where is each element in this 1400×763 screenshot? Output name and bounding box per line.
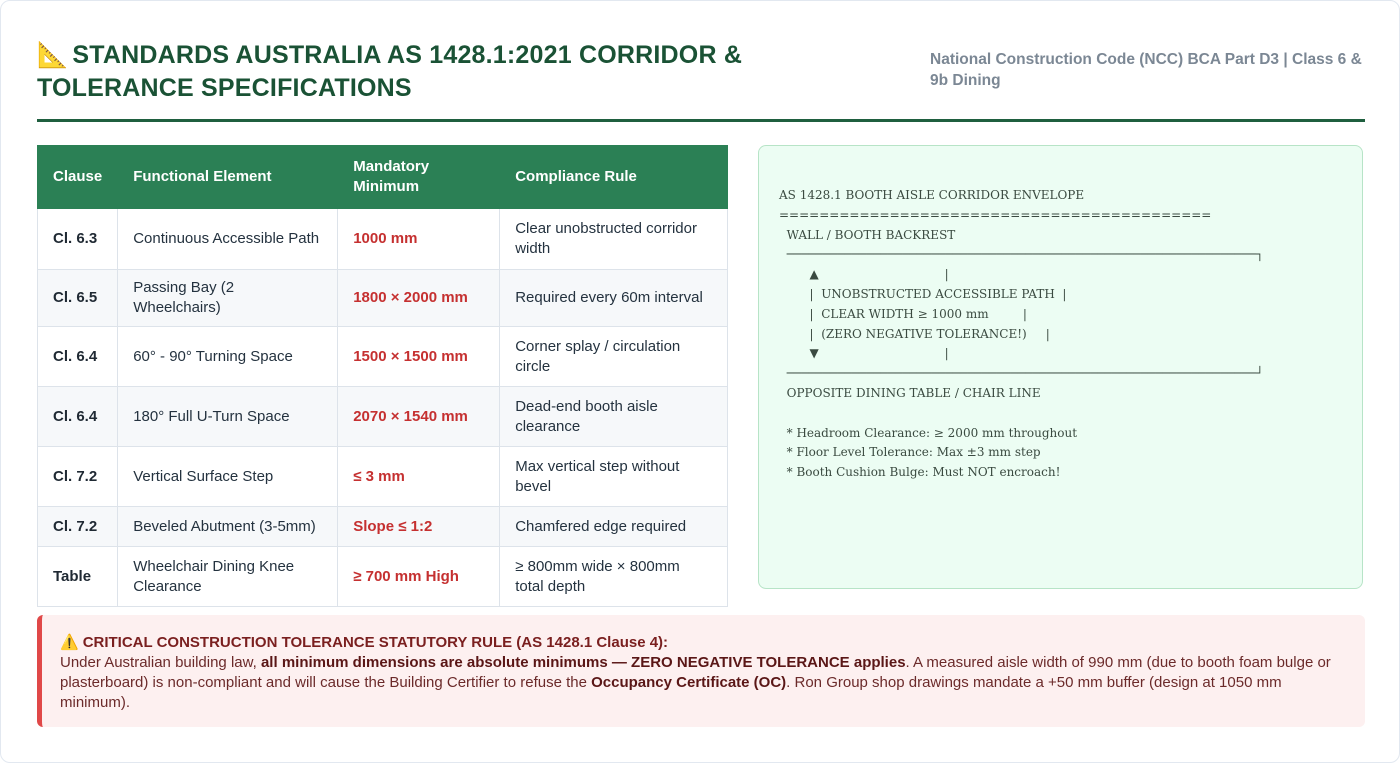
table-row xyxy=(38,447,728,507)
column-header-clause: Clause xyxy=(38,146,118,209)
rule-cell: Chamfered edge required xyxy=(500,507,728,547)
table-row xyxy=(38,327,728,387)
warning-icon: ⚠️ xyxy=(60,634,79,651)
specifications-table xyxy=(37,145,728,607)
alert-title-text: CRITICAL CONSTRUCTION TOLERANCE STATUTORY RULE (AS 1428.1 Clause 4): xyxy=(82,634,669,651)
rule-cell: Dead-end booth aisle clearance xyxy=(500,387,728,447)
minimum-cell: ≥ 700 mm High xyxy=(338,547,500,607)
clause-cell: Cl. 6.4 xyxy=(38,387,118,447)
element-cell: Passing Bay (2 Wheelchairs) xyxy=(118,270,338,327)
table-header-row xyxy=(38,146,728,209)
rule-cell: Corner splay / circulation circle xyxy=(500,327,728,387)
rule-cell: Max vertical step without bevel xyxy=(500,447,728,507)
alert-body xyxy=(60,653,1345,713)
alert-emphasis: Occupancy Certificate (OC) xyxy=(591,674,787,691)
page-title-text: STANDARDS AUSTRALIA AS 1428.1:2021 CORRIDOR & TOLERANCE SPECIFICATIONS xyxy=(37,41,743,102)
table-row xyxy=(38,547,728,607)
clause-cell: Cl. 7.2 xyxy=(38,507,118,547)
table-row xyxy=(38,209,728,270)
element-cell: Continuous Accessible Path xyxy=(118,209,338,270)
rule-cell: ≥ 800mm wide × 800mm total depth xyxy=(500,547,728,607)
column-header-element: Functional Element xyxy=(118,146,338,209)
minimum-cell: Slope ≤ 1:2 xyxy=(338,507,500,547)
table-row xyxy=(38,387,728,447)
minimum-cell: 1800 × 2000 mm xyxy=(338,270,500,327)
minimum-cell: 1500 × 1500 mm xyxy=(338,327,500,387)
page-title xyxy=(37,39,897,105)
clause-cell: Table xyxy=(38,547,118,607)
element-cell: Vertical Surface Step xyxy=(118,447,338,507)
column-header-minimum: Mandatory Minimum xyxy=(338,146,500,209)
clause-cell: Cl. 7.2 xyxy=(38,447,118,507)
rule-cell: Clear unobstructed corridor width xyxy=(500,209,728,270)
ascii-diagram-text: AS 1428.1 BOOTH AISLE CORRIDOR ENVELOPE =========================================== WALL / BOOTH BACKREST ─────────────────────────────────────────────────────────────────┐ ▲ | | UNOBSTRUCTED ACCESSIBLE PATH | | CLEAR WIDTH ≥ 1000 mm | | (ZERO NEGATIVE TOLERANCE!) | ▼ | ─────────────────────────────────────────────────────────────────┘ OPPOSITE DINING TABLE / CHAIR LINE * Headroom Clearance: ≥ 2000 mm throughout * Floor Level Tolerance: Max ±3 mm step * Booth Cushion Bulge: Must NOT encroach! xyxy=(779,188,1264,480)
clause-cell: Cl. 6.3 xyxy=(38,209,118,270)
clause-cell: Cl. 6.4 xyxy=(38,327,118,387)
element-cell: 60° - 90° Turning Space xyxy=(118,327,338,387)
element-cell: Beveled Abutment (3-5mm) xyxy=(118,507,338,547)
element-cell: Wheelchair Dining Knee Clearance xyxy=(118,547,338,607)
tolerance-alert-box xyxy=(37,615,1365,727)
alert-title xyxy=(60,633,1345,653)
column-header-rule: Compliance Rule xyxy=(500,146,728,209)
alert-text-segment: . Ron Group shop drawings mandate a +50 mm buffer (design at 1050 mm minimum). xyxy=(60,674,1282,711)
table-row xyxy=(38,507,728,547)
table-row xyxy=(38,270,728,327)
alert-text-segment: Under Australian building law, xyxy=(60,654,261,671)
set-square-icon: 📐 xyxy=(37,41,69,69)
page-header xyxy=(37,39,1365,122)
corridor-envelope-diagram xyxy=(758,145,1363,589)
alert-text-segment: . A measured aisle width of 990 mm (due to booth foam bulge or plasterboard) is non-compliant and will cause the Building Certifier to refuse the xyxy=(60,654,1331,691)
element-cell: 180° Full U-Turn Space xyxy=(118,387,338,447)
minimum-cell: 2070 × 1540 mm xyxy=(338,387,500,447)
alert-emphasis: all minimum dimensions are absolute minimums — ZERO NEGATIVE TOLERANCE applies xyxy=(260,654,906,671)
rule-cell: Required every 60m interval xyxy=(500,270,728,327)
page-subtitle: National Construction Code (NCC) BCA Part D3 | Class 6 & 9b Dining xyxy=(930,51,1362,89)
clause-cell: Cl. 6.5 xyxy=(38,270,118,327)
minimum-cell: 1000 mm xyxy=(338,209,500,270)
minimum-cell: ≤ 3 mm xyxy=(338,447,500,507)
